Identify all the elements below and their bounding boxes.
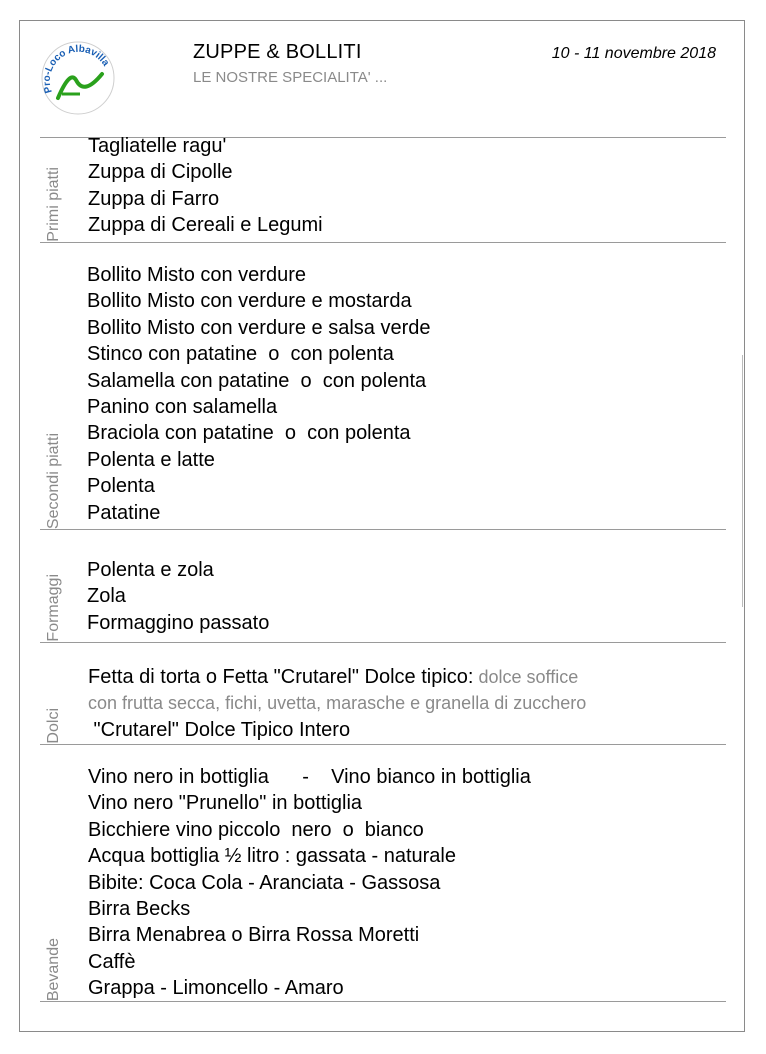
section-label: Primi piatti — [45, 167, 62, 242]
section-dolci — [40, 642, 726, 744]
menu-item: Tagliatelle ragu' — [88, 135, 227, 157]
section-label: Dolci — [45, 708, 62, 744]
menu-item: Birra Becks — [88, 898, 191, 921]
menu-item: Polenta e latte — [87, 448, 215, 471]
menu-item: Zola — [87, 585, 126, 608]
menu-item: Panino con salamella — [87, 396, 278, 419]
menu-item: Stinco con patatine o con polenta — [87, 343, 394, 366]
section-formaggi — [40, 529, 726, 642]
item-note-line: con frutta secca, fichi, uvetta, marasche e granella di zucchero — [88, 693, 587, 714]
menu-item: Grappa - Limoncello - Amaro — [88, 977, 344, 1000]
page-subtitle: LE NOSTRE SPECIALITA' ... — [193, 69, 388, 86]
menu-item: Bollito Misto con verdure — [87, 264, 306, 286]
menu-item: Bicchiere vino piccolo nero o bianco — [88, 818, 424, 841]
divider — [40, 1001, 726, 1002]
menu-item: Polenta e zola — [87, 559, 214, 581]
menu-item: Birra Menabrea o Birra Rossa Moretti — [88, 924, 420, 947]
menu-item: Bibite: Coca Cola - Aranciata - Gassosa — [88, 871, 441, 894]
section-bevande — [40, 744, 726, 1001]
section-label: Secondi piatti — [45, 432, 62, 529]
menu-item: Bollito Misto con verdure e salsa verde — [87, 316, 431, 339]
menu-item: Zuppa di Farro — [88, 187, 220, 210]
menu-item: Braciola con patatine o con polenta — [87, 422, 411, 445]
menu-item: Acqua bottiglia ½ litro : gassata - naturale — [88, 845, 456, 868]
menu-item: "Crutarel" Dolce Tipico Intero — [88, 718, 351, 741]
page-title: ZUPPE & BOLLITI — [193, 41, 362, 63]
menu-item: Zuppa di Cipolle — [88, 161, 233, 184]
menu-item: Vino nero in bottiglia - Vino bianco in bottiglia — [88, 766, 531, 788]
section-label: Bevande — [45, 937, 62, 1001]
section-secondi-piatti — [40, 242, 726, 529]
menu-item: Vino nero "Prunello" in bottiglia — [88, 792, 363, 815]
side-tick — [742, 355, 743, 607]
menu-item: Caffè — [88, 950, 136, 973]
menu-item: Salamella con patatine o con polenta — [87, 369, 427, 392]
section-primi-piatti — [40, 137, 726, 242]
menu-item: Polenta — [87, 475, 155, 498]
event-date: 10 - 11 novembre 2018 — [551, 45, 716, 62]
menu-item: Bollito Misto con verdure e mostarda — [87, 290, 412, 313]
menu-item: Zuppa di Cereali e Legumi — [88, 214, 323, 237]
header — [0, 0, 766, 130]
menu-item: Patatine — [87, 501, 161, 524]
section-label: Formaggi — [45, 574, 62, 642]
menu-item: Formaggino passato — [87, 611, 270, 634]
svg-text:Pro-Loco Albavilla: Pro-Loco Albavilla — [41, 43, 112, 95]
menu-item: Fetta di torta o Fetta "Crutarel" Dolce tipico: dolce soffice — [88, 666, 579, 688]
item-note: dolce soffice — [473, 667, 579, 687]
pro-loco-logo — [40, 40, 116, 116]
